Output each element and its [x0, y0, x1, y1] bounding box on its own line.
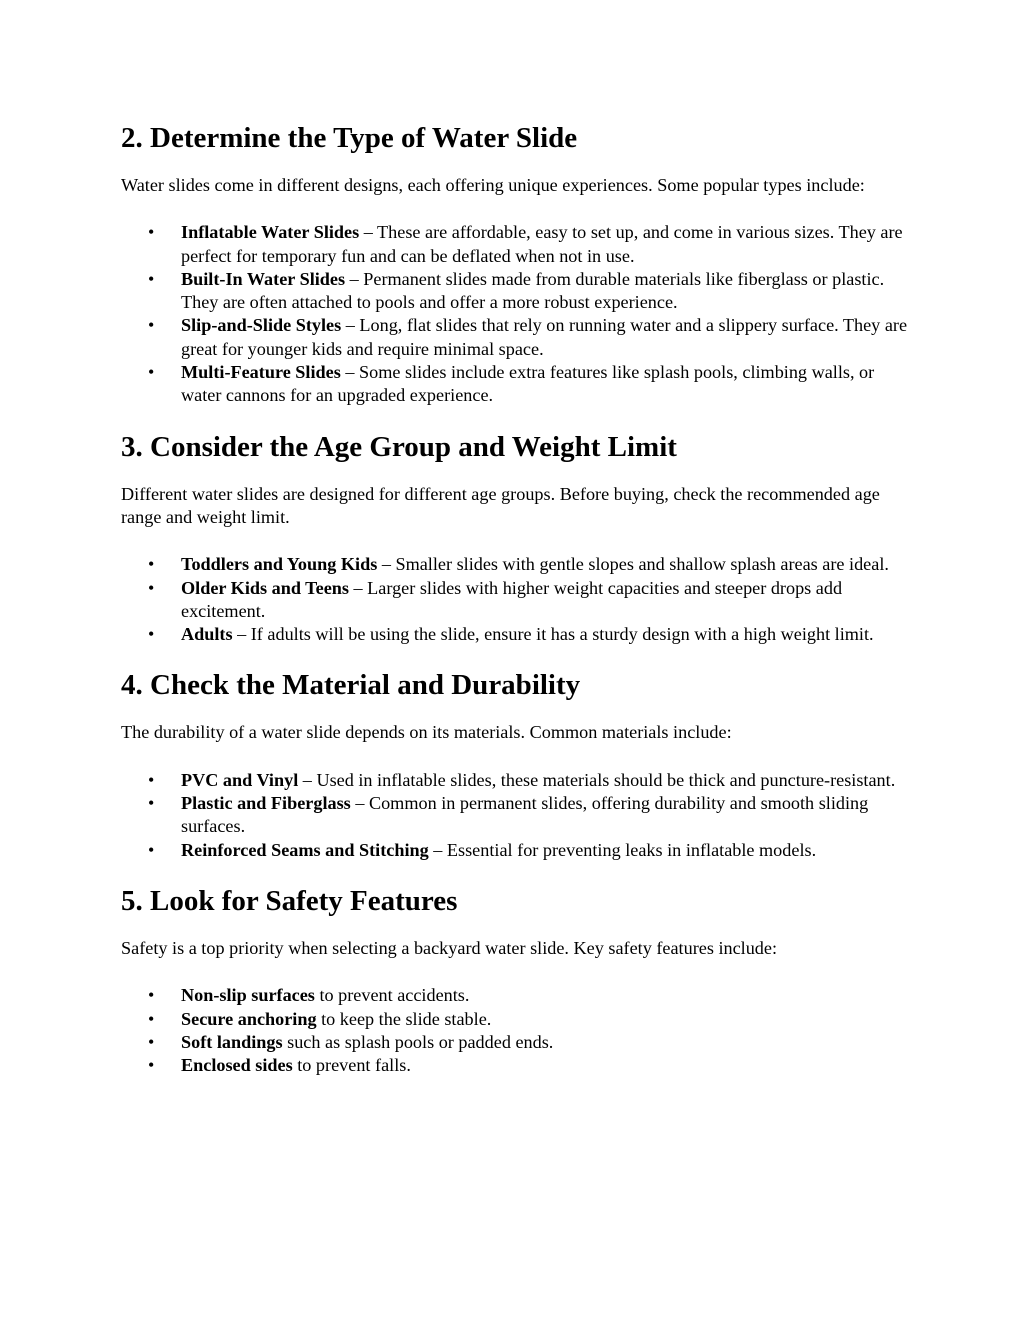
item-term: Reinforced Seams and Stitching [181, 839, 429, 860]
section-age-group-weight-limit [121, 427, 911, 666]
section-heading: 2. Determine the Type of Water Slide [121, 122, 578, 154]
list-item [121, 1031, 911, 1054]
bullet-list [121, 769, 911, 862]
bullet-icon: • [148, 985, 155, 1006]
item-term: Plastic and Fiberglass [181, 793, 351, 814]
section-type-of-water-slide [121, 118, 911, 427]
bullet-icon: • [148, 1008, 155, 1029]
item-term: Enclosed sides [181, 1055, 293, 1076]
list-item [121, 1054, 911, 1077]
bullet-icon: • [148, 554, 155, 575]
item-term: Adults [181, 624, 233, 645]
list-item [121, 792, 911, 839]
item-description: – Common in permanent slides, offering durability and smooth sliding surfaces. [181, 793, 869, 837]
item-term: Older Kids and Teens [181, 577, 349, 598]
list-item [121, 1008, 911, 1031]
item-description: – These are affordable, easy to set up, and come in various sizes. They are perfect for temporary fun and can be deflated when not in use. [181, 222, 903, 266]
section-intro: The durability of a water slide depends on its materials. Common materials include: [121, 722, 732, 743]
item-description: – If adults will be using the slide, ensure it has a sturdy design with a high weight limit. [232, 624, 874, 645]
item-term: PVC and Vinyl [181, 769, 299, 790]
item-term: Non-slip surfaces [181, 985, 315, 1006]
bullet-icon: • [148, 1031, 155, 1052]
spacer [121, 408, 911, 427]
item-term: Built-In Water Slides [181, 268, 346, 289]
bullet-icon: • [148, 315, 155, 336]
bullet-icon: • [148, 577, 155, 598]
list-item [121, 361, 911, 408]
section-safety-features [121, 881, 911, 1077]
section-intro: Different water slides are designed for different age groups. Before buying, check the recommended age range and weight limit. [121, 483, 880, 527]
item-description: – Long, flat slides that rely on running water and a slippery surface. They are great for younger kids and require minimal space. [181, 315, 908, 359]
bullet-icon: • [148, 769, 155, 790]
section-heading: 4. Check the Material and Durability [121, 669, 581, 702]
item-term: Multi-Feature Slides [181, 362, 341, 383]
item-term: Slip-and-Slide Styles [181, 315, 342, 336]
spacer [121, 862, 911, 881]
bullet-icon: • [148, 362, 155, 383]
item-description: to prevent accidents. [314, 985, 470, 1006]
list-item [121, 221, 911, 268]
item-description: such as splash pools or padded ends. [282, 1031, 554, 1052]
item-term: Soft landings [181, 1031, 283, 1052]
bullet-icon: • [148, 1055, 155, 1076]
bullet-icon: • [148, 624, 155, 645]
list-item [121, 623, 911, 646]
bullet-icon: • [148, 222, 155, 243]
item-term: Inflatable Water Slides [181, 222, 360, 243]
section-material-durability [121, 665, 911, 880]
bullet-list [121, 221, 911, 407]
list-item [121, 268, 911, 315]
item-description: – Permanent slides made from durable materials like fiberglass or plastic. They are often attached to pools and offer a more robust experience. [181, 268, 885, 313]
bullet-icon: • [148, 839, 155, 860]
document-page [121, 118, 911, 1077]
section-heading: 3. Consider the Age Group and Weight Limit [121, 430, 677, 463]
item-term: Toddlers and Young Kids [181, 554, 378, 575]
section-intro: Safety is a top priority when selecting a backyard water slide. Key safety features include: [121, 937, 778, 958]
list-item [121, 553, 911, 576]
item-term: Secure anchoring [181, 1008, 317, 1029]
bullet-list [121, 553, 911, 646]
section-heading: 5. Look for Safety Features [121, 884, 458, 917]
item-description: to prevent falls. [292, 1055, 411, 1076]
list-item [121, 984, 911, 1007]
spacer [121, 646, 911, 665]
list-item [121, 769, 911, 792]
item-description: to keep the slide stable. [316, 1008, 492, 1029]
list-item [121, 314, 911, 361]
bullet-list [121, 984, 911, 1077]
item-description: – Smaller slides with gentle slopes and shallow splash areas are ideal. [377, 554, 889, 575]
item-description: – Larger slides with higher weight capacities and steeper drops add excitement. [181, 577, 843, 621]
item-description: – Used in inflatable slides, these materials should be thick and puncture-resistant. [298, 769, 896, 790]
list-item [121, 577, 911, 624]
item-description: – Essential for preventing leaks in inflatable models. [428, 839, 817, 860]
list-item [121, 839, 911, 862]
bullet-icon: • [148, 793, 155, 814]
item-description: – Some slides include extra features like splash pools, climbing walls, or water cannons for an upgraded experience. [181, 362, 875, 406]
section-intro: Water slides come in different designs, each offering unique experiences. Some popular types include: [121, 175, 865, 195]
bullet-icon: • [148, 268, 155, 289]
